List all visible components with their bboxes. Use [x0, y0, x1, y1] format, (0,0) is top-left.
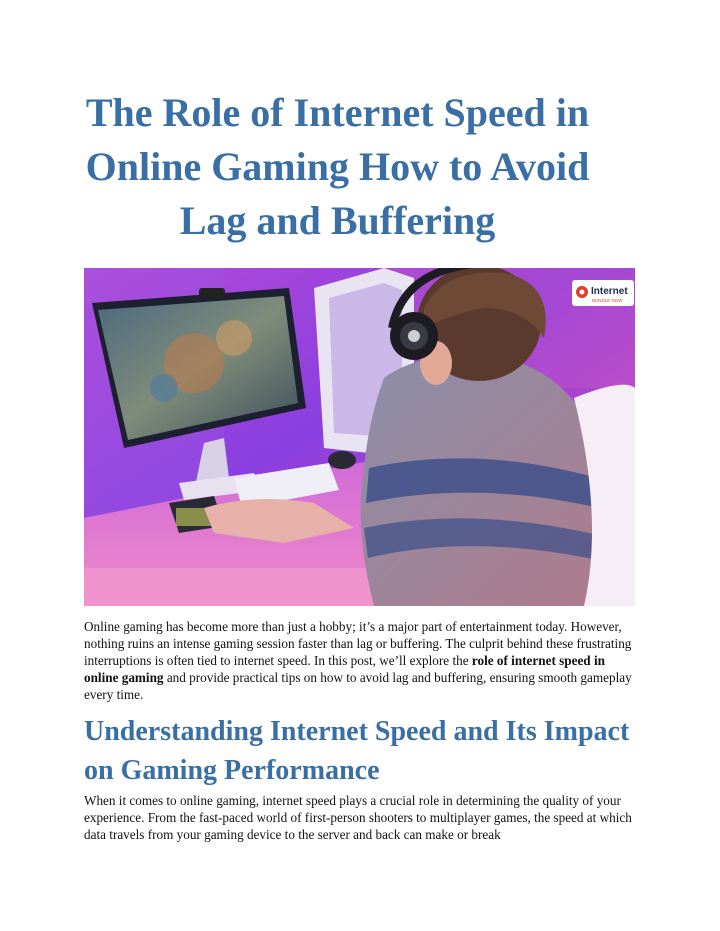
svg-text:BUNDLE NOW: BUNDLE NOW — [592, 298, 623, 303]
intro-bold-keyword: role of internet speed in online gaming — [84, 653, 605, 685]
intro-paragraph — [84, 618, 640, 703]
section-paragraph: When it comes to online gaming, internet speed plays a crucial role in determining the quality of your experience. From the fast-paced world of first-person shooters to multiplayer games, the speed at which data travels from your gaming device to the server and back can make or break — [84, 793, 632, 842]
section-heading: Understanding Internet Speed and Its Impact on Gaming Performance — [84, 716, 630, 786]
hero-image-gamer-at-pc — [84, 268, 635, 606]
article-title: The Role of Internet Speed in Online Gaming How to Avoid Lag and Buffering — [85, 90, 590, 243]
svg-text:Internet: Internet — [591, 286, 628, 297]
intro-text-part2: and provide practical tips on how to avoid lag and buffering, ensuring smooth gameplay every time. — [84, 670, 632, 702]
intro-text-part1: Online gaming has become more than just a hobby; it’s a major part of entertainment today. However, nothing ruins an intense gaming session faster than lag or buffering. The culprit behind these frustrating interruptions is often tied to internet speed. In this post, we’ll explore the — [84, 619, 632, 668]
brand-logo — [572, 280, 634, 306]
